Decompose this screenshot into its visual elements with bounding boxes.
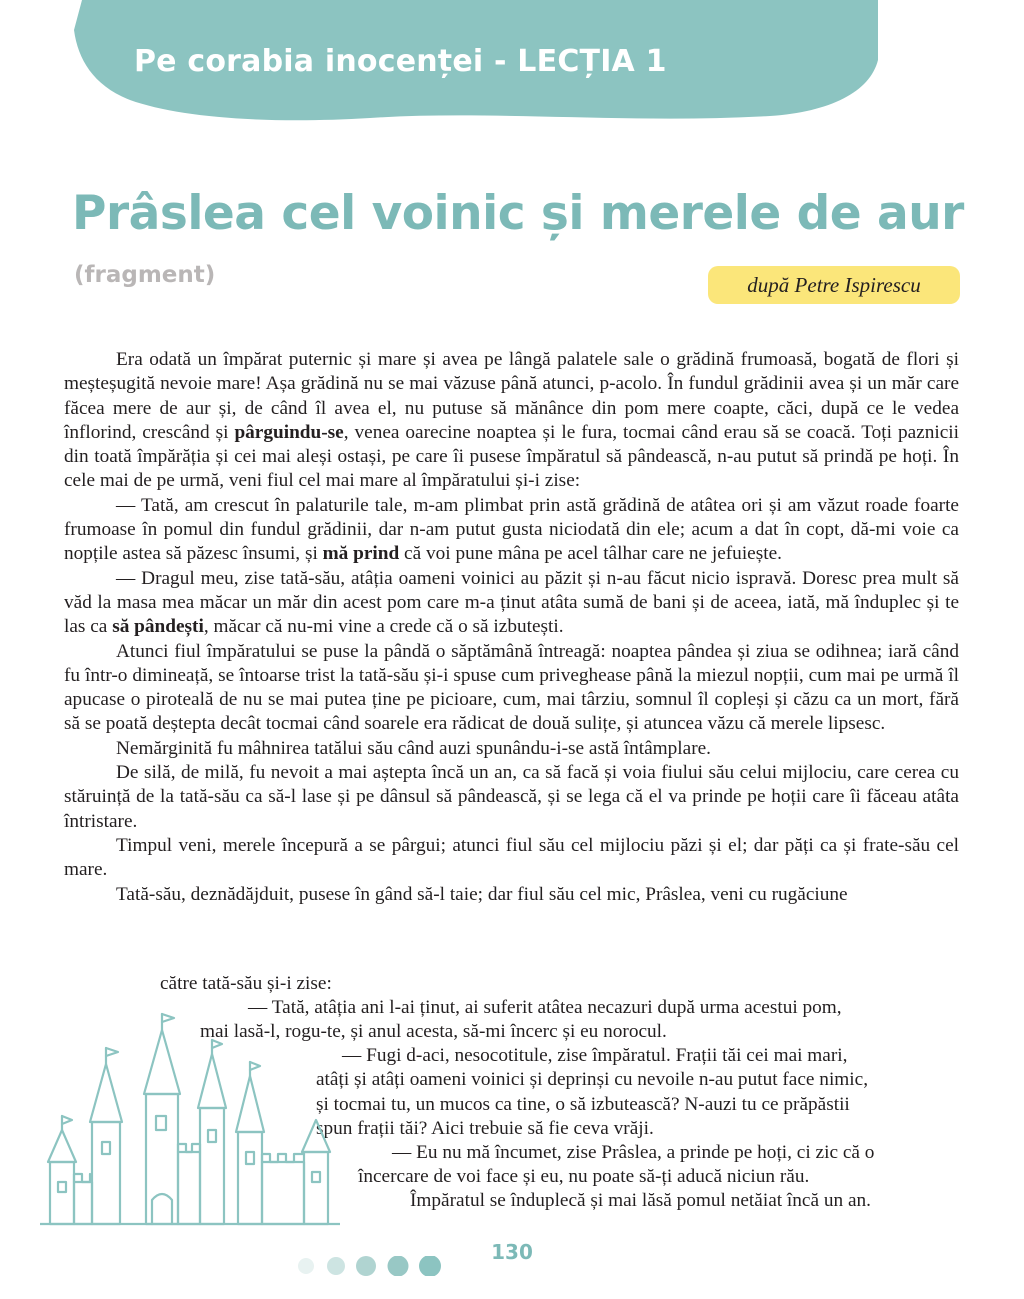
text-line: atâți și atâți oameni voinici și deprinși cu nevoile n-au putut face nimic, bbox=[316, 1069, 869, 1090]
page-dots-decoration bbox=[296, 1256, 446, 1276]
text-line: către tată-său și-i zise: bbox=[160, 973, 332, 994]
paragraph: — Dragul meu, zise tată-său, atâția oameni voinici au păzit și n-au făcut nicio ispravă. Doresc prea mult să văd la masa mea măcar un măr din acest pom care m-a ținut atâta sumă de bani și de aceea, iată, mă înduplec și te las ca să pândești, măcar că nu-mi vine a crede că o să izbutești. bbox=[64, 567, 959, 638]
text-line: — Tată, atâția ani l-ai ținut, ai suferit atâtea necazuri după urma acestui pom, bbox=[248, 997, 842, 1018]
text-line: — Eu nu mă încumet, zise Prâslea, a prinde pe hoți, ci zic că o bbox=[392, 1142, 875, 1163]
text-line: mai lasă-l, rogu-te, și anul acesta, să-mi încerc și eu norocul. bbox=[200, 1021, 667, 1042]
text-line: — Fugi d-aci, nesocotitule, zise împăratul. Frații tăi cei mai mari, bbox=[342, 1045, 848, 1066]
castle-illustration bbox=[40, 1012, 340, 1232]
paragraph: De silă, de milă, fu nevoit a mai aștepta încă un an, ca să facă și voia fiului său celui mijlociu, care cerea cu stăruință de la tată-său ca să-l lase și pe dânsul să pândească, și se lega că el va prinde pe hoții care îi făceau atâta întristare. bbox=[64, 762, 959, 832]
story-text bbox=[64, 348, 959, 907]
paragraph: Nemărginită fu mâhnirea tatălui său când auzi spunându-i-se astă întâmplare. bbox=[116, 737, 711, 759]
author-badge: după Petre Ispirescu bbox=[708, 266, 960, 304]
subtitle: (fragment) bbox=[74, 262, 216, 288]
text-line: Împăratul se înduplecă și mai lăsă pomul netăiat încă un an. bbox=[410, 1190, 871, 1211]
text-line: și tocmai tu, un mucos ca tine, o să izbutească? N-auzi tu ce prăpăstii bbox=[316, 1094, 850, 1115]
paragraph: Tată-său, deznădăjduit, pusese în gând să-l taie; dar fiul său cel mic, Prâslea, veni cu rugăciune bbox=[116, 883, 848, 905]
page-number: 130 bbox=[491, 1240, 533, 1264]
text-line: încercare de voi face și eu, nu poate să-ți aducă niciun rău. bbox=[358, 1166, 810, 1187]
text-line: spun frații tăi? Aici trebuie să fie ceva vrăji. bbox=[316, 1118, 654, 1139]
paragraph: Era odată un împărat puternic și mare și avea pe lângă palatele sale o grădină frumoasă, bogată de flori și meșteșugită nevoie mare! Așa grădină nu se mai văzuse până atunci, p-acolo. În fundul grădinii avea și un măr care făcea mere de aur și, de când îl avea el, nu putuse să mănânce din pom mere coapte, căci, după ce le vedea înflorind, crescând și pârguindu-se, venea oarecine noaptea și le fura, tocmai când erau să se coacă. Toți paznicii din toată împărăția și cei mai aleși ostași, pe care îi pusese împăratul să pândească, n-au putut să prindă pe hoți. În cele mai de pe urmă, veni fiul cel mai mare al împăratului și-i zise: bbox=[64, 349, 959, 492]
story-title: Prâslea cel voinic și merele de aur bbox=[72, 186, 964, 241]
paragraph: Atunci fiul împăratului se puse la pândă o săptămână întreagă: noaptea pândea și ziua se odihnea; iară când fu într-o dimineață, se întoarse trist la tată-său și-i spuse cum priveghease până la miezul nopții, cum mai pe urmă îl apucase o piroteală de nu se mai putea ține pe picioare, cum, mai târziu, somnul îl copleși și căzu ca un mort, fără să se poată deștepta decât tocmai când soarele era rădicat de două sulițe, și atuncea văzu că merele lipsesc. bbox=[64, 640, 959, 735]
paragraph: Timpul veni, merele începură a se pârgui; atunci fiul său cel mijlociu păzi și el; dar păți ca și frate-său cel mare. bbox=[64, 834, 959, 881]
lesson-title: Pe corabia inocenței - LECȚIA 1 bbox=[134, 44, 667, 79]
paragraph: — Tată, am crescut în palaturile tale, m-am plimbat prin astă grădină de atâtea ori și am văzut roade foarte frumoase în pomul din fundul grădinii, dar n-am putut gusta niciodată din ele; acum a dat în copt, dă-mi voie ca nopțile astea să păzesc însumi, și mă prind că voi pune mâna pe acel tâlhar care ne jefuiește. bbox=[64, 494, 959, 565]
